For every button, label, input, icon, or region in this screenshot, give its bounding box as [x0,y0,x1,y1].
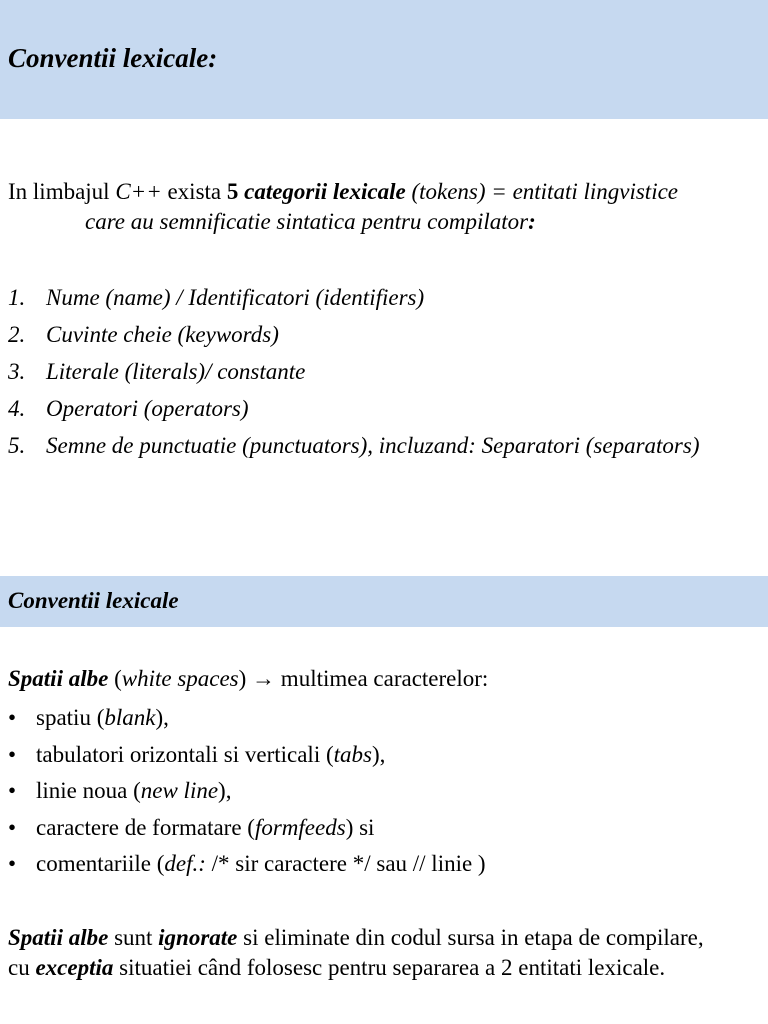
whitespace-term: Spatii albe [8,666,109,691]
item-text-end: ), [371,741,386,767]
bullet-icon: • [8,814,17,840]
bullet-icon: • [8,778,17,803]
list-item-number: 5. [8,433,26,458]
intro-text-1: In limbajul [8,179,116,204]
bullet-icon: • [8,741,17,767]
item-italic: tabs [333,741,372,767]
list-item-number: 2. [8,322,26,347]
item-italic: formfeeds [254,814,346,840]
whitespace-intro [8,664,488,694]
list-item-text: Cuvinte cheie (keywords) [46,322,279,347]
list-item [8,357,708,387]
final-text-1: sunt [108,925,159,950]
list-item [8,394,708,424]
item-text-end: /* sir caractere */ sau // linie ) [205,851,486,876]
list-item [8,813,486,850]
item-text: comentariile ( [36,851,165,876]
intro-text-2: exista [161,179,227,204]
item-text: tabulatori orizontali si verticali ( [36,741,334,767]
final-term: Spatii albe [8,925,109,950]
slide2-title: Conventii lexicale [8,588,179,613]
intro-lang: C++ [115,179,162,204]
whitespace-list [8,703,486,886]
item-text: caractere de formatare ( [36,814,255,840]
list-item [8,849,486,886]
item-text: spatiu ( [36,705,105,730]
final-ignored: ignorate [158,925,238,950]
bullet-icon: • [8,705,17,730]
intro-count: 5 [226,179,239,204]
item-text-end: ), [155,705,169,730]
final-text-2: si eliminate din codul sursa in etapa de compilare, cu [8,925,704,980]
slide1-title: Conventii lexicale: [8,43,218,73]
list-item-text: Literale (literals)/ constante [46,359,306,384]
list-item-text: Operatori (operators) [46,396,249,421]
list-item-number: 1. [8,285,26,310]
item-italic: blank [104,705,156,730]
item-text: linie noua ( [36,778,141,803]
final-text-3: situatiei când folosesc pentru separarea a 2 entitati lexicale. [113,955,666,980]
whitespace-english: white spaces [121,666,239,691]
list-item [8,776,486,813]
intro-italic-1: (tokens) = entitati lingvistice [411,179,679,204]
final-paragraph [8,923,728,983]
bullet-icon: • [8,851,17,876]
item-text-end: ) si [345,814,375,840]
category-list [8,283,708,468]
whitespace-rest: ) → multimea caracterelor: [238,666,489,691]
item-italic: new line [140,778,219,803]
intro-line-2 [8,207,763,237]
list-item [8,740,486,777]
list-item [8,703,486,740]
list-item-text: Nume (name) / Identificatori (identifiers) [46,285,425,310]
intro-colon: : [528,209,536,234]
list-item [8,320,708,350]
whitespace-paren: ( [108,666,122,691]
list-item-text: Semne de punctuatie (punctuators), incluzand: Separatori (separators) [46,433,700,458]
intro-paragraph [8,177,763,237]
final-exception: exceptia [35,955,114,980]
list-item [8,431,708,461]
item-text-end: ), [218,778,232,803]
list-item [8,283,708,313]
list-item-number: 4. [8,396,26,421]
list-item-number: 3. [8,359,26,384]
intro-emphasis: categorii lexicale [244,179,406,204]
intro-italic-2: care au semnificatie sintatica pentru compilator [85,209,529,234]
item-italic: def.: [164,851,206,876]
